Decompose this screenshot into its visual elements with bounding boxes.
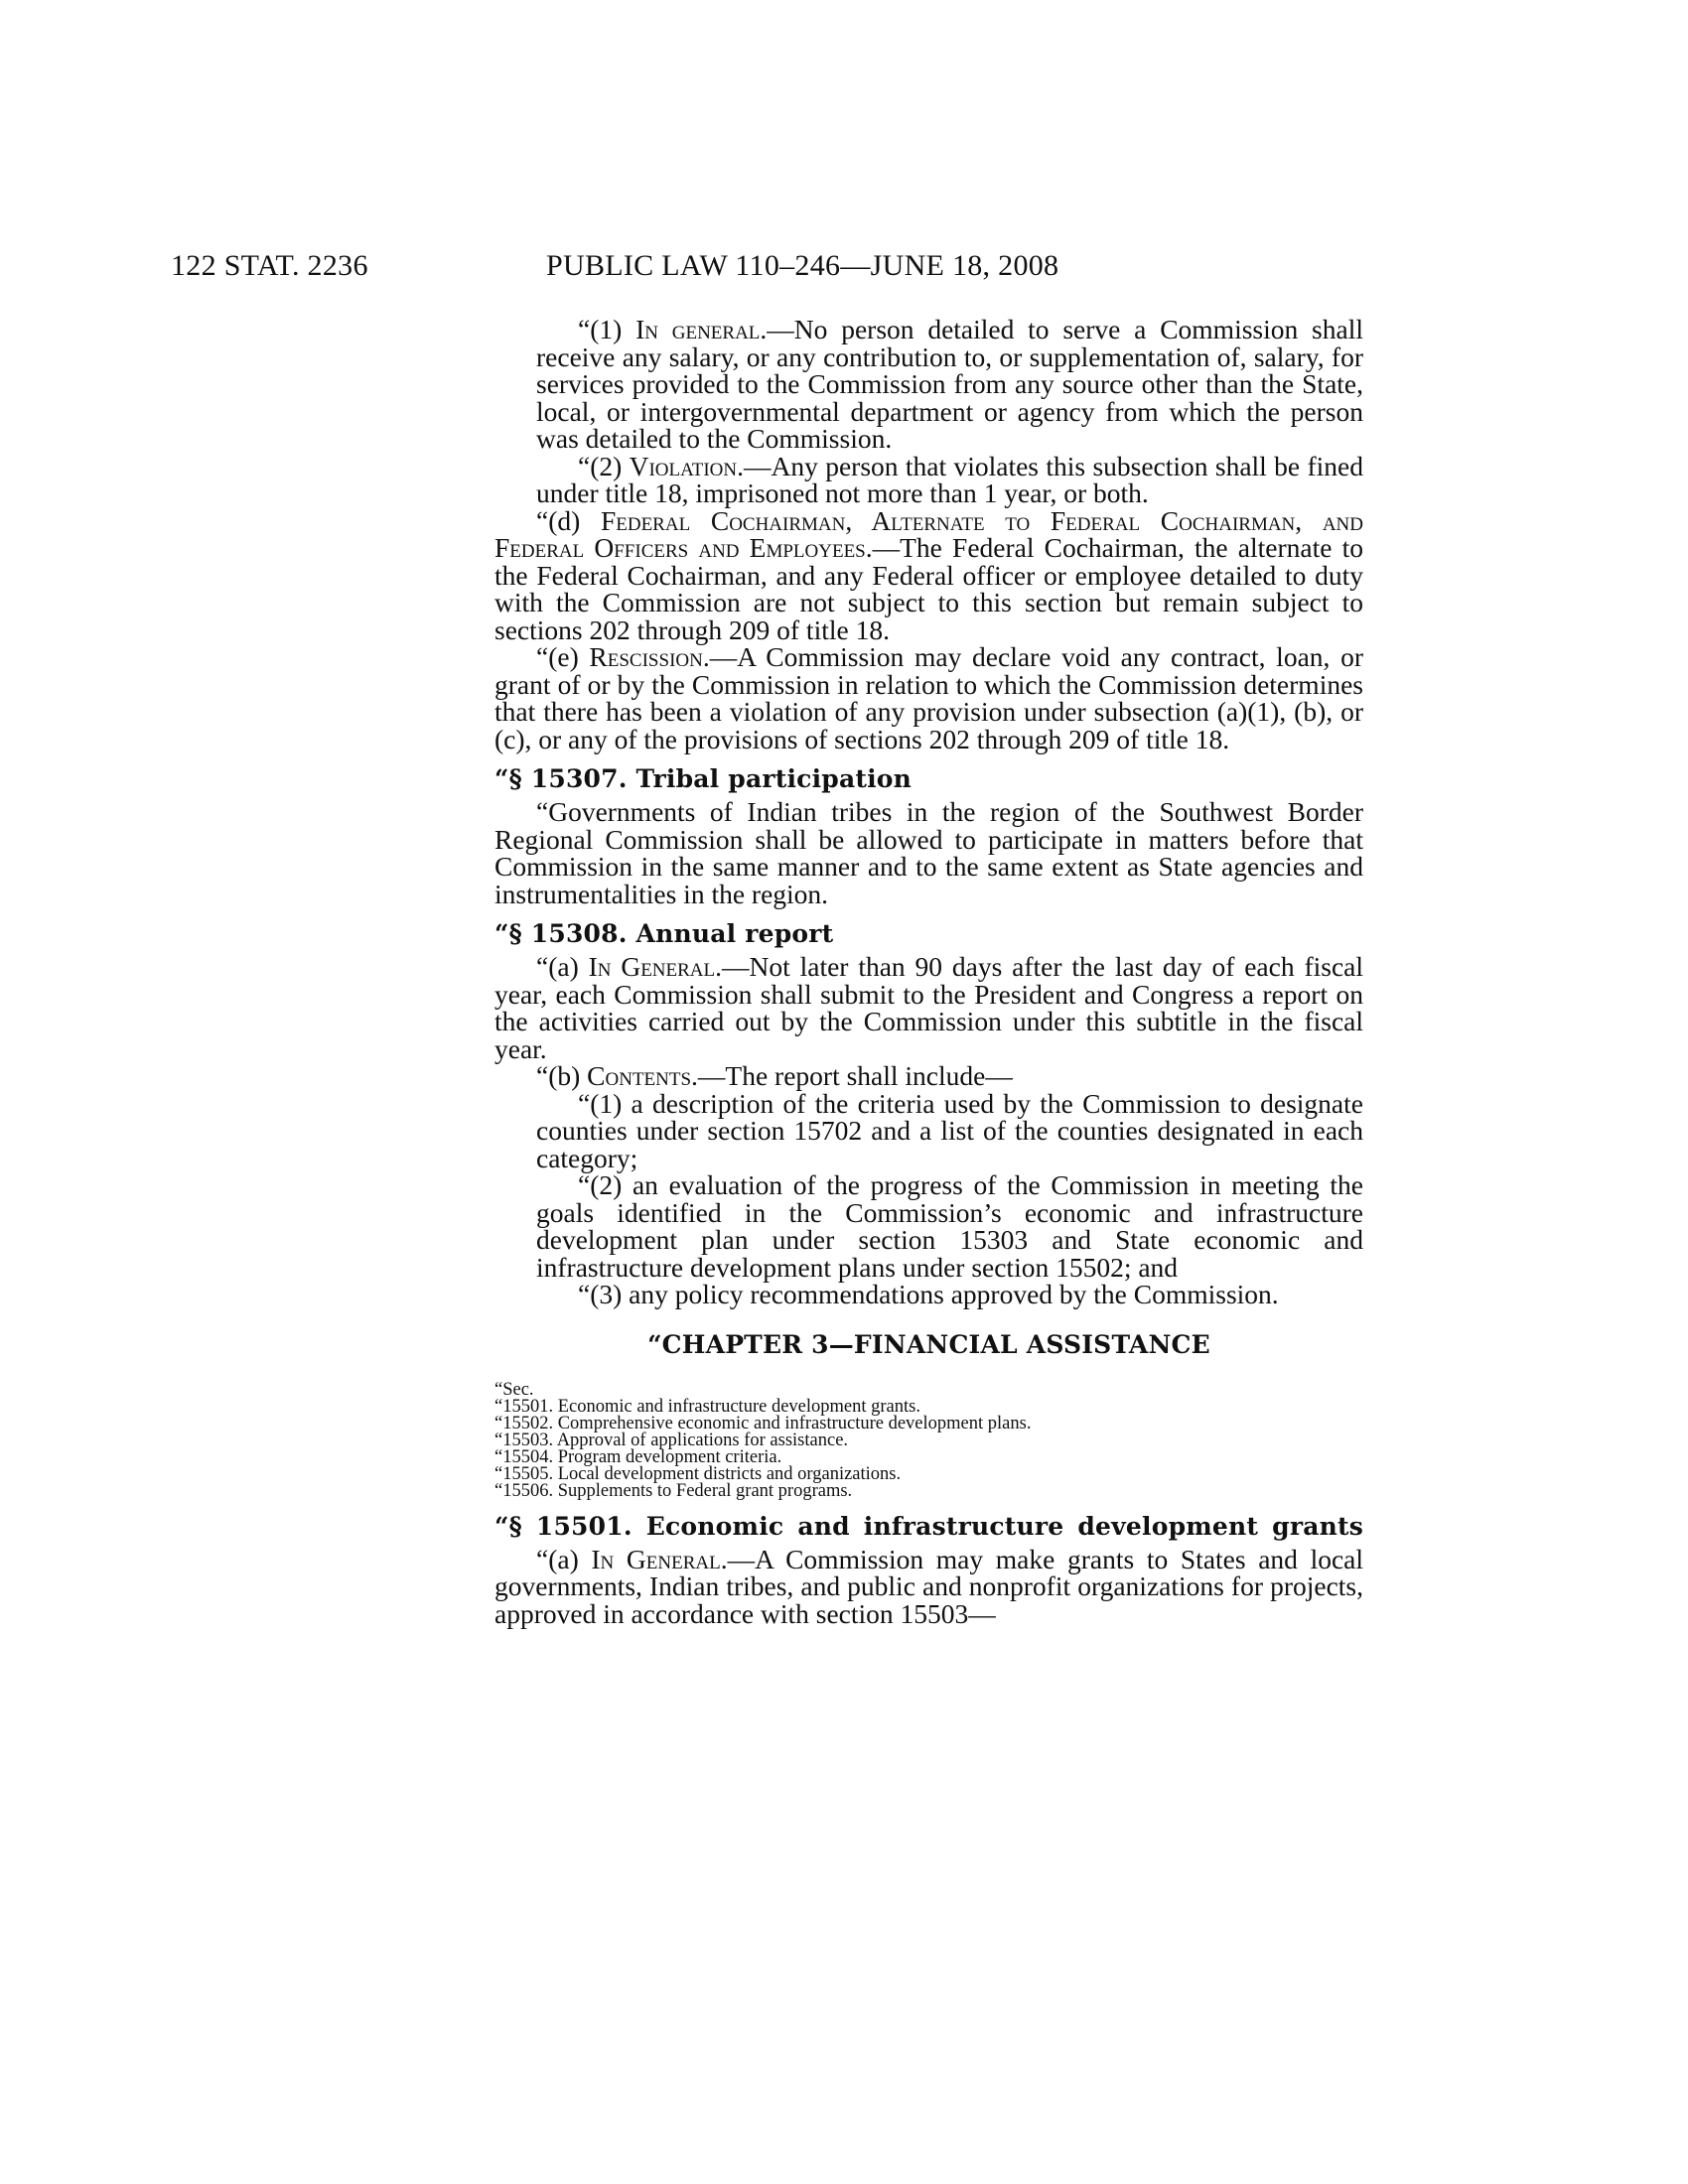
statute-page-number: 122 STAT. 2236 (171, 249, 368, 282)
toc-item: “15501. Economic and infrastructure development grants. (494, 1396, 920, 1417)
para-lead: “(a) (536, 1543, 592, 1574)
toc-item: “15503. Approval of applications for assistance. (494, 1430, 849, 1450)
toc-item: “15504. Program development criteria. (494, 1446, 782, 1467)
para-heading: Violation (629, 450, 738, 481)
running-header (171, 246, 1223, 286)
section-heading-15307: “§ 15307. Tribal participation (494, 764, 913, 793)
chapter-title: “CHAPTER 3—FINANCIAL ASSISTANCE (647, 1329, 1210, 1359)
para-lead: “(1) (578, 314, 636, 344)
paragraph-15308-a (494, 953, 1363, 1062)
para-text: .—A Commission may make grants to States and local governments, Indian tribes, and public and nonprofit organizations for projects, approved in accordance with section 15503— (494, 1543, 1364, 1629)
para-lead: “(e) (536, 641, 590, 672)
paragraph-15501-a (494, 1543, 1364, 1629)
report-item-3: “(3) any policy recommendations approved by the Commission. (578, 1279, 1279, 1309)
para-text: .—No person detailed to serve a Commission shall receive any salary, or any contribution to, or supplementation of, salary, for services provided to the Commission from any source other than the State, local, or intergovernmental department or agency from which the person was detailed to the Commission. (536, 314, 1363, 454)
public-law-title: PUBLIC LAW 110–246—JUNE 18, 2008 (546, 249, 1059, 282)
paragraph-c2 (536, 450, 1363, 508)
table-of-sections (494, 1379, 1363, 1501)
para-lead: “(2) (578, 450, 630, 481)
para-heading: Federal Cochairman, Alternate to Federal Cochairman, and Federal Officers and Employees (494, 504, 1363, 563)
section-heading-15501: “§ 15501. Economic and infrastructure development grants (494, 1511, 1363, 1541)
para-lead: “(d) (536, 504, 601, 536)
toc-item: “15505. Local development districts and organizations. (494, 1463, 902, 1484)
para-heading: Contents (587, 1060, 692, 1091)
para-text: .—The Federal Cochairman, the alternate to the Federal Cochairman, and any Federal officer or employee detailed to duty with the Commission are not subject to this section but remain subject to sections 202 through 209 of title 18. (494, 532, 1363, 645)
para-text: .—Any person that violates this subsection shall be fined under title 18, imprisoned not more than 1 year, or both. (536, 450, 1363, 508)
para-heading: In General (588, 951, 716, 982)
paragraph-c1 (536, 316, 1363, 453)
section-heading-15308: “§ 15308. Annual report (494, 919, 834, 948)
para-heading: Rescission (589, 641, 703, 672)
toc-label: “Sec. (494, 1379, 534, 1400)
para-lead: “(a) (536, 951, 589, 982)
section-15307-text: “Governments of Indian tribes in the region of the Southwest Border Regional Commission shall be allowed to participate in matters before that Commission in the same manner and to the same extent as State agencies and instrumentalities in the region. (494, 796, 1363, 909)
paragraph-15308-b (494, 1062, 1363, 1090)
paragraph-e (494, 643, 1363, 752)
toc-item: “15506. Supplements to Federal grant programs. (494, 1480, 853, 1501)
body-text (494, 316, 1363, 1627)
para-text: .—A Commission may declare void any contract, loan, or grant of or by the Commission in relation to which the Commission determines that there has been a violation of any provision under subsection (a)(1), (b), or (c), or any of the provisions of sections 202 through 209 of title 18. (494, 641, 1363, 754)
para-heading: In General (591, 1543, 721, 1574)
toc-item: “15502. Comprehensive economic and infrastructure development plans. (494, 1413, 1032, 1433)
para-heading: In general (635, 314, 761, 344)
report-item-2: “(2) an evaluation of the progress of the Commission in meeting the goals identified in the Commission’s economic and infrastructure development plan under section 15303 and State economic and infrastructure development plans under section 15502; and (536, 1169, 1363, 1283)
para-text: .—The report shall include— (691, 1060, 1013, 1091)
para-lead: “(b) (536, 1060, 588, 1091)
report-item-1: “(1) a description of the criteria used by the Commission to designate counties under section 15702 and a list of the counties designated in each category; (536, 1087, 1363, 1173)
para-text: .—Not later than 90 days after the last day of each fiscal year, each Commission shall submit to the President and Congress a report on the activities carried out by the Commission under this subtitle in the fiscal year. (494, 951, 1363, 1064)
paragraph-d (494, 504, 1363, 645)
